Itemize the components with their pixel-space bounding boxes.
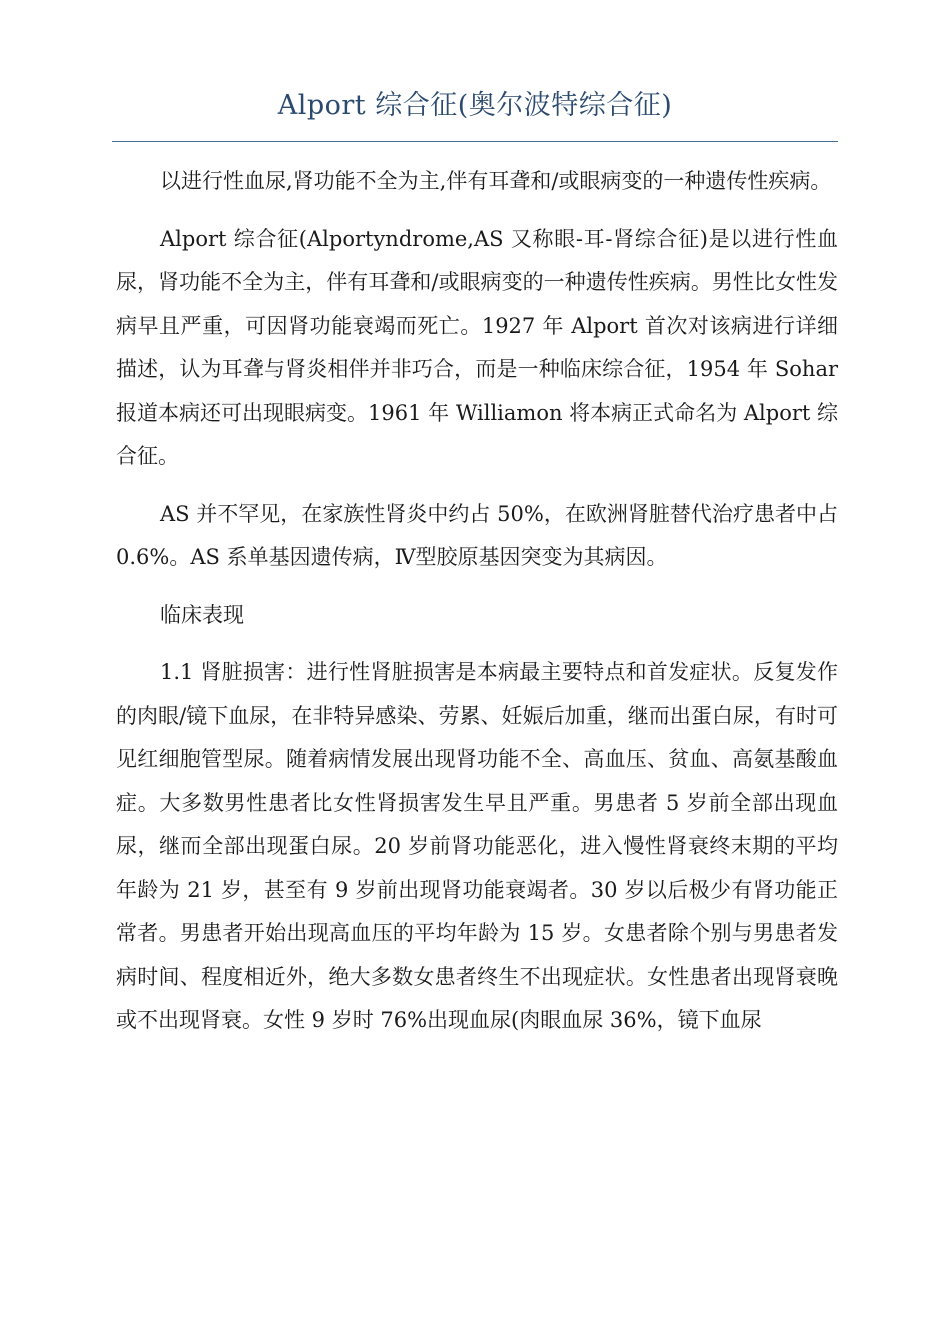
paragraph-prevalence: AS 并不罕见，在家族性肾炎中约占 50%，在欧洲肾脏替代治疗患者中占 0.6%。AS 系单基因遗传病，Ⅳ型胶原基因突变为其病因。 bbox=[116, 501, 838, 569]
paragraph-intro: 以进行性血尿,肾功能不全为主,伴有耳聋和/或眼病变的一种遗传性疾病。 bbox=[160, 169, 832, 193]
document-title: Alport 综合征(奥尔波特综合征) bbox=[277, 90, 673, 121]
document-body bbox=[116, 160, 838, 1057]
title-underline bbox=[112, 141, 838, 142]
paragraph-kidney-damage: 1.1 肾脏损害：进行性肾脏损害是本病最主要特点和首发症状。反复发作的肉眼/镜下血尿，在非特异感染、劳累、妊娠后加重，继而出蛋白尿，有时可见红细胞管型尿。随着病情发展出现肾功能不全、高血压、贫血、高氨基酸血症。大多数男性患者比女性肾损害发生早且严重。男患者 5 岁前全部出现血尿，继而全部出现蛋白尿。20 岁前肾功能恶化，进入慢性肾衰终末期的平均年龄为 21 岁，甚至有 9 岁前出现肾功能衰竭者。30 岁以后极少有肾功能正常者。男患者开始出现高血压的平均年龄为 15 岁。女患者除个别与男患者发病时间、程度相近外，绝大多数女患者终生不出现症状。女性患者出现肾衰晚或不出现肾衰。女性 9 岁时 76%出现血尿(肉眼血尿 36%，镜下血尿 bbox=[116, 660, 838, 1032]
section-heading-clinical: 临床表现 bbox=[160, 602, 244, 627]
paragraph-history: Alport 综合征(Alportyndrome,AS 又称眼-耳-肾综合征)是以进行性血尿，肾功能不全为主，伴有耳聋和/或眼病变的一种遗传性疾病。男性比女性发病早且严重，可因肾功能衰竭而死亡。1927 年 Alport 首次对该病进行详细描述，认为耳聋与肾炎相伴并非巧合，而是一种临床综合征，1954 年 Sohar 报道本病还可出现眼病变。1961 年 Williamon 将本病正式命名为 Alport 综合征。 bbox=[116, 226, 838, 468]
